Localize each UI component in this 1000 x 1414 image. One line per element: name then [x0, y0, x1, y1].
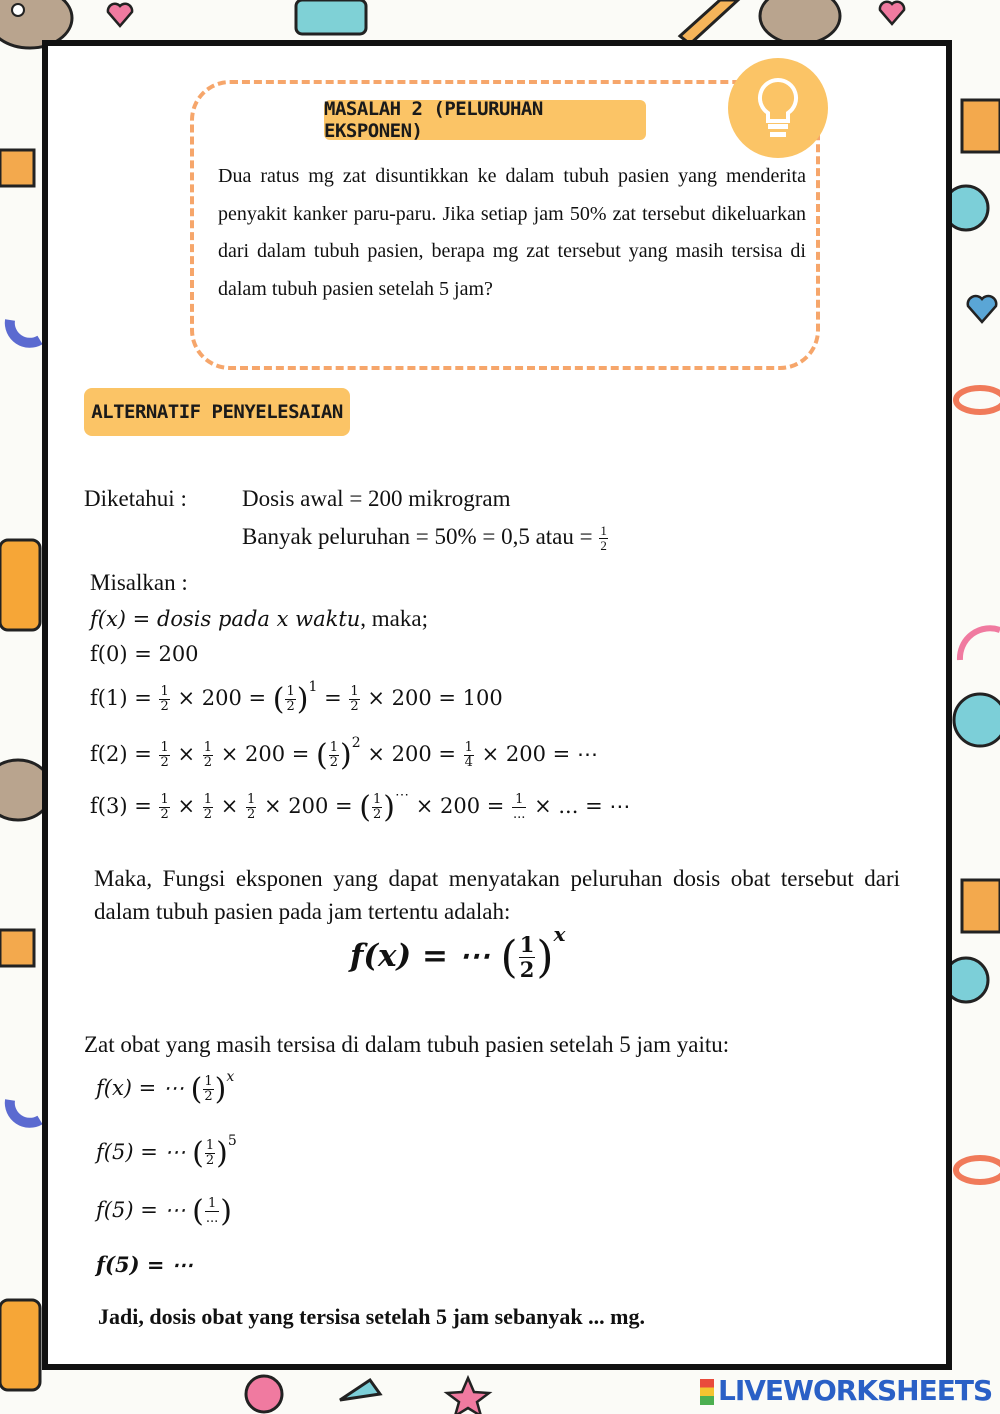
ruler-icon: [0, 150, 34, 186]
rainbow-icon: [960, 628, 1000, 660]
heart-icon-3: [968, 296, 997, 322]
magnet-icon-2: [10, 1100, 40, 1123]
magnet-icon: [10, 320, 40, 343]
box-icon-2: [962, 880, 1000, 932]
solution-title: ALTERNATIF PENYELESAIAN: [84, 388, 350, 436]
known-label: Diketahui :: [84, 486, 187, 511]
heart-icon-2: [880, 2, 904, 24]
problem-title: MASALAH 2 (PELURUHAN EKSPONEN): [324, 100, 646, 140]
book-icon: [296, 0, 366, 34]
main-formula: f(x) = ⋯ ( $\frac{1}{2}$ )$^x$: [350, 921, 566, 983]
remaining-intro: Zat obat yang masih tersisa di dalam tubuh pasien setelah 5 jam yaitu:: [84, 1032, 730, 1057]
worksheet-page: [42, 40, 952, 1370]
atom-icon: [956, 388, 1000, 412]
f2-line: f(2) = $\frac{1}{2}$ × $\frac{1}{2}$ × 200 = ( $\frac{1}{2}$ )$^2$ × 200 = $\frac{1}{4}$ × 200 = ⋯: [90, 735, 598, 773]
f0-line: f(0) = 200: [90, 642, 199, 666]
function-paragraph: Maka, Fungsi eksponen yang dapat menyatakan peluruhan dosis obat tersebut dari dalam tubuh pasien pada jam tertentu adalah:: [94, 866, 900, 924]
liveworksheets-logo: LIVEWORKSHEETS: [700, 1374, 992, 1408]
problem-text: Dua ratus mg zat disuntikkan ke dalam tubuh pasien yang menderita penyakit kanker paru-paru. Jika setiap jam 50% zat tersebut dikeluarkan dari dalam tubuh pasien, berapa mg zat tersebut yang masih tersisa di dalam tubuh pasien setelah 5 jam?: [218, 165, 806, 300]
pencil-icon: [680, 0, 738, 44]
rocket-icon: [340, 1380, 380, 1400]
ruler-icon-2: [0, 930, 34, 966]
definition-line: f(x) = dosis pada x waktu, maka;: [90, 606, 428, 631]
let-label: Misalkan :: [90, 570, 188, 595]
heart-icon: [108, 4, 132, 26]
globe-icon: [954, 694, 1000, 746]
palette-icon-2: [760, 0, 840, 44]
box-icon: [962, 100, 1000, 152]
remaining-step-3: f(5) = ⋯ ( $\frac{1}{...}$ ): [96, 1194, 232, 1229]
liveworksheets-badge-icon: [700, 1379, 714, 1405]
remaining-step-4: f(5) = ⋯: [96, 1252, 193, 1277]
atom-icon-2: [956, 1158, 1000, 1182]
remaining-step-2: f(5) = ⋯ ( $\frac{1}{2}$ )$^5$: [96, 1133, 237, 1171]
conclusion: Jadi, dosis obat yang tersisa setelah 5 jam sebanyak ... mg.: [98, 1304, 645, 1329]
known-initial-dose: Dosis awal = 200 mikrogram: [242, 486, 511, 511]
known-decay: Banyak peluruhan = 50% = 0,5 atau = $\frac{1}{2}$: [242, 523, 607, 554]
f3-line: f(3) = $\frac{1}{2}$ × $\frac{1}{2}$ × $\frac{1}{2}$ × 200 = ( $\frac{1}{2}$ )⋯ × 200 = $\frac{1}{...}$ × ... = ⋯: [90, 787, 631, 825]
f1-line: f(1) = $\frac{1}{2}$ × 200 = ( $\frac{1}{2}$ )$^1$ = $\frac{1}{2}$ × 200 = 100: [90, 679, 503, 717]
fraction-half: $\frac{1}{2}$: [600, 523, 607, 554]
sad-face-icon: [246, 1376, 282, 1412]
calculator-icon-2: [0, 1300, 40, 1390]
calculator-icon: [0, 540, 40, 630]
star-icon: [447, 1378, 489, 1414]
remaining-step-1: f(x) = ⋯ ( $\frac{1}{2}$ )$^x$: [96, 1069, 235, 1107]
lightbulb-icon: [728, 58, 828, 158]
